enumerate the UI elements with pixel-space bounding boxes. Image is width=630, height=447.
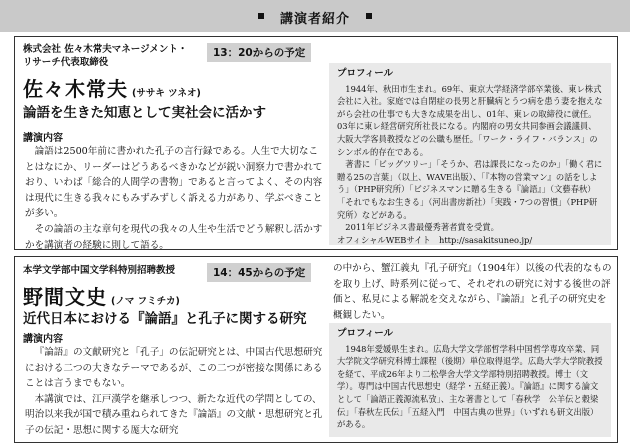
lecture-content (25, 345, 323, 439)
content-paragraph: 『論語』の文献研究と「孔子」の伝記研究とは、中国古代思想研究における二つの大きなテーマであるが、この二つが密接な関係にあることは言うまでもない。 (25, 347, 323, 390)
speaker-card-noma (14, 256, 618, 443)
profile-paragraph: 2011年ビジネス書最優秀著者賞を受賞。 (345, 222, 499, 233)
profile-paragraph: 1948年愛媛県生まれ。広島大学文学部哲学科中国哲学専攻卒業、同大学院文学研究科博士課程（後期）単位取得退学。広島大学大学院教授を経て、平成26年より二松學舍大学文学部特別招聘教授。博士（文学）。専門は中国古代思想史（経学・五経正義）。『論語』に関する論文として「論語正義源流私攷」、主な著書として「春秋学 公羊伝と穀梁伝」「春秋左氏伝」「五経入門 中国古典の世界」（いずれも研文出版）がある。 (337, 343, 603, 430)
content-paragraph: 本講演では、江戸漢学を継承しつつ、新たな近代の学問としての、明治以来我が国で積み重ねられてきた『論語』の文献・思想研究と孔子の伝記・思想に関する厖大な研究 (25, 393, 323, 436)
time-badge: 13：20からの予定 (207, 43, 311, 62)
talk-title: 論語を生きた知恵として実社会に活かす (23, 105, 266, 121)
speaker-name-text: 佐々木常夫 (23, 77, 128, 101)
speaker-reading: (ノマ フミチカ) (111, 296, 180, 307)
header-square-right-icon (366, 13, 372, 19)
speaker-name (23, 73, 201, 102)
section-label: 講演内容 (23, 334, 63, 345)
profile-box (329, 323, 611, 437)
profile-box (329, 63, 611, 245)
profile-title: プロフィール (337, 68, 394, 79)
lecture-content-continued: の中から、蟹江義丸『孔子研究』（1904年）以後の代表的なものを取り上げ、時系列に従って、それぞれの研究に対する後世の評価と、私見による解説を交えながら、『論語』と孔子の研究史を概観したい。 (333, 263, 612, 321)
profile-paragraph: 著書に「ビッグツリー」「そうか、君は課長になったのか」「働く君に贈る25の言葉」（以上、WAVE出版）、「『本物の営業マン』の話をしよう」（PHP研究所）「ビジネスマンに贈る生きる『論語』」（文藝春秋）「それでもなお生きる」（河出書房新社）「実践・7つの習慣」（PHP研究所）などがある。 (337, 159, 603, 220)
lecture-content (25, 144, 323, 253)
page-title: 講演者紹介 (279, 12, 350, 27)
official-website-link[interactable]: オフィシャルWEBサイト http://sasakitsuneo.jp/ (337, 234, 533, 245)
talk-title: 近代日本における『論語』と孔子に関する研究 (23, 311, 307, 327)
profile-title: プロフィール (337, 328, 394, 339)
section-label: 講演内容 (23, 133, 63, 144)
time-badge: 14：45からの予定 (207, 263, 311, 282)
speaker-name (23, 281, 180, 310)
affiliation-line: 株式会社 佐々木常夫マネージメント・ (23, 44, 188, 55)
speaker-affiliation: 本学文学部中国文学科特別招聘教授 (23, 265, 176, 276)
content-paragraph: その論語の主な章句を現代の我々の人生や生活でどう解釈し活かすかを講演者の経験に則して語る。 (25, 223, 323, 251)
speaker-card-sasaki (14, 36, 618, 250)
content-paragraph: 論語は2500年前に書かれた孔子の言行録である。人生で大切なことはなにか、リーダーはどうあるべきかなどが鋭い洞察力で書かれており、いわば「総合的人間学の書物」であると言ってよく、その内容は現代に生きる我々にもみずみずしく訴える力があり、学ぶべきことが多い。 (25, 146, 323, 220)
speaker-reading: (ササキ ツネオ) (132, 88, 201, 99)
profile-paragraph: 1944年、秋田市生まれ。69年、東京大学経済学部卒業後、東レ株式会社に入社。家庭では自閉症の長男と肝臓病とうつ病を患う妻を抱えながら会社の仕事でも大きな成果を出し、01年、東レの取締役に就任。03年に東レ経営研究所社長になる。内閣府の男女共同参画会議議員、大阪大学客員教授などの公職も歴任。「ワーク・ライフ・バランス」のシンボル的存在である。 (337, 83, 603, 157)
affiliation-line: リサーチ代表取締役 (23, 57, 109, 68)
speaker-affiliation (23, 43, 187, 69)
speaker-name-text: 野間文史 (23, 285, 107, 309)
